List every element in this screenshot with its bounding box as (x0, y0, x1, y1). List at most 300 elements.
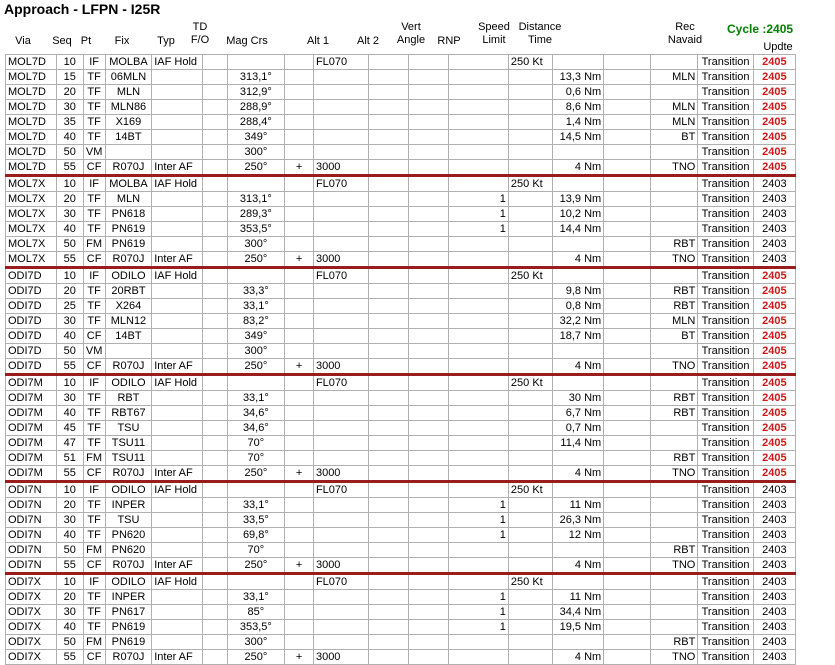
seq-cell: 55 (56, 650, 83, 665)
vert-angle-cell (409, 314, 449, 329)
table-row[interactable] (6, 284, 796, 299)
seq-cell: 50 (56, 145, 83, 160)
pt-cell: IF (83, 55, 105, 70)
table-row[interactable] (6, 406, 796, 421)
distance-cell: 4 Nm (553, 558, 604, 574)
vert-angle-cell (409, 650, 449, 665)
mag-crs-cell: 313,1° (227, 70, 285, 85)
seq-cell: 25 (56, 299, 83, 314)
header-speed-bottom: Limit (482, 34, 506, 46)
fix-cell: PN619 (105, 222, 152, 237)
rec-navaid-cell: MLN (650, 115, 698, 130)
alt-constraint-cell (285, 590, 314, 605)
pt-cell: VM (83, 344, 105, 359)
rec-navaid-cell: MLN (650, 314, 698, 329)
typ-cell: IAF Hold (152, 375, 203, 391)
table-row[interactable] (6, 482, 796, 498)
via-cell: MOL7D (6, 70, 57, 85)
distance-cell (553, 55, 604, 70)
alt2-cell (369, 284, 409, 299)
transition-cell: Transition (698, 605, 753, 620)
alt1-cell: 3000 (313, 466, 368, 482)
rnp-cell (449, 558, 509, 574)
rec-navaid-cell: TNO (650, 650, 698, 665)
table-row[interactable] (6, 70, 796, 85)
speed-limit-cell (508, 130, 552, 145)
seq-cell: 20 (56, 498, 83, 513)
blank-cell (604, 115, 651, 130)
pt-cell: TF (83, 70, 105, 85)
alt2-cell (369, 482, 409, 498)
distance-cell (553, 451, 604, 466)
via-cell: ODI7D (6, 359, 57, 375)
pt-cell: TF (83, 85, 105, 100)
rnp-cell (449, 145, 509, 160)
td-cell (203, 207, 227, 222)
update-cell: 2405 (753, 359, 795, 375)
distance-cell: 13,9 Nm (553, 192, 604, 207)
mag-crs-cell: 250° (227, 466, 285, 482)
distance-cell (553, 145, 604, 160)
alt1-cell: FL070 (313, 55, 368, 70)
seq-cell: 20 (56, 192, 83, 207)
rnp-cell (449, 100, 509, 115)
vert-angle-cell (409, 359, 449, 375)
speed-limit-cell (508, 252, 552, 268)
rec-navaid-cell: TNO (650, 558, 698, 574)
speed-limit-cell (508, 635, 552, 650)
rec-navaid-cell: TNO (650, 160, 698, 176)
speed-limit-cell: 250 Kt (508, 176, 552, 192)
distance-cell: 4 Nm (553, 252, 604, 268)
table-row[interactable] (6, 115, 796, 130)
alt-constraint-cell (285, 391, 314, 406)
alt-constraint-cell (285, 451, 314, 466)
alt2-cell (369, 70, 409, 85)
blank-cell (604, 650, 651, 665)
vert-angle-cell (409, 543, 449, 558)
speed-limit-cell (508, 359, 552, 375)
header-rec-bottom: Navaid (667, 34, 703, 46)
table-row[interactable] (6, 130, 796, 145)
fix-cell: 14BT (105, 130, 152, 145)
vert-angle-cell (409, 574, 449, 590)
alt1-cell: FL070 (313, 574, 368, 590)
alt-constraint-cell (285, 284, 314, 299)
alt-constraint-cell: + (285, 466, 314, 482)
header-distance-bottom: Time (527, 34, 553, 46)
td-cell (203, 391, 227, 406)
vert-angle-cell (409, 70, 449, 85)
typ-cell (152, 421, 203, 436)
fix-cell: RBT (105, 391, 152, 406)
pt-cell: TF (83, 222, 105, 237)
table-row[interactable] (6, 359, 796, 375)
transition-cell: Transition (698, 543, 753, 558)
table-row[interactable] (6, 176, 796, 192)
distance-cell (553, 237, 604, 252)
seq-cell: 40 (56, 406, 83, 421)
fix-cell: TSU11 (105, 436, 152, 451)
rnp-cell (449, 268, 509, 284)
table-row[interactable] (6, 252, 796, 268)
update-cell: 2405 (753, 100, 795, 115)
distance-cell: 4 Nm (553, 359, 604, 375)
td-cell (203, 466, 227, 482)
mag-crs-cell: 33,5° (227, 513, 285, 528)
fix-cell: PN618 (105, 207, 152, 222)
header-updte: Updte (763, 41, 793, 53)
typ-cell (152, 344, 203, 359)
td-cell (203, 620, 227, 635)
blank-cell (604, 145, 651, 160)
td-cell (203, 222, 227, 237)
seq-cell: 40 (56, 222, 83, 237)
rnp-cell (449, 176, 509, 192)
speed-limit-cell (508, 222, 552, 237)
distance-cell: 4 Nm (553, 466, 604, 482)
alt2-cell (369, 590, 409, 605)
transition-cell: Transition (698, 70, 753, 85)
mag-crs-cell (227, 574, 285, 590)
speed-limit-cell (508, 314, 552, 329)
blank-cell (604, 130, 651, 145)
via-cell: MOL7D (6, 55, 57, 70)
alt2-cell (369, 391, 409, 406)
speed-limit-cell (508, 406, 552, 421)
typ-cell (152, 590, 203, 605)
seq-cell: 30 (56, 391, 83, 406)
speed-limit-cell (508, 192, 552, 207)
header-pt: Pt (80, 35, 92, 47)
fix-cell: MLN (105, 192, 152, 207)
mag-crs-cell: 33,1° (227, 498, 285, 513)
distance-cell (553, 375, 604, 391)
vert-angle-cell (409, 375, 449, 391)
blank-cell (604, 451, 651, 466)
table-row[interactable] (6, 421, 796, 436)
rnp-cell (449, 543, 509, 558)
update-cell: 2405 (753, 451, 795, 466)
update-cell: 2405 (753, 436, 795, 451)
seq-cell: 40 (56, 528, 83, 543)
speed-limit-cell (508, 160, 552, 176)
rec-navaid-cell: RBT (650, 451, 698, 466)
fix-cell: R070J (105, 466, 152, 482)
via-cell: MOL7D (6, 85, 57, 100)
alt1-cell (313, 528, 368, 543)
header-distance-top: Distance (518, 21, 562, 33)
transition-cell: Transition (698, 421, 753, 436)
fix-cell: 20RBT (105, 284, 152, 299)
typ-cell (152, 451, 203, 466)
alt1-cell (313, 70, 368, 85)
distance-cell: 4 Nm (553, 160, 604, 176)
mag-crs-cell: 250° (227, 252, 285, 268)
rec-navaid-cell (650, 528, 698, 543)
alt1-cell: 3000 (313, 558, 368, 574)
mag-crs-cell: 33,1° (227, 299, 285, 314)
rec-navaid-cell (650, 222, 698, 237)
transition-cell: Transition (698, 176, 753, 192)
update-cell: 2403 (753, 650, 795, 665)
speed-limit-cell (508, 543, 552, 558)
mag-crs-cell: 250° (227, 558, 285, 574)
pt-cell: TF (83, 207, 105, 222)
pt-cell: CF (83, 558, 105, 574)
alt2-cell (369, 605, 409, 620)
update-cell: 2403 (753, 176, 795, 192)
alt2-cell (369, 421, 409, 436)
table-row[interactable] (6, 605, 796, 620)
seq-cell: 45 (56, 421, 83, 436)
update-cell: 2403 (753, 574, 795, 590)
table-row[interactable] (6, 85, 796, 100)
table-row[interactable] (6, 620, 796, 635)
table-row[interactable] (6, 635, 796, 650)
blank-cell (604, 574, 651, 590)
typ-cell (152, 543, 203, 558)
transition-cell: Transition (698, 85, 753, 100)
header-vert-top: Vert (401, 21, 421, 33)
table-row[interactable] (6, 237, 796, 252)
table-row[interactable] (6, 344, 796, 359)
typ-cell (152, 299, 203, 314)
table-row[interactable] (6, 314, 796, 329)
table-row[interactable] (6, 466, 796, 482)
distance-cell: 11 Nm (553, 498, 604, 513)
blank-cell (604, 528, 651, 543)
update-cell: 2405 (753, 145, 795, 160)
fix-cell: R070J (105, 252, 152, 268)
alt-constraint-cell: + (285, 160, 314, 176)
alt2-cell (369, 299, 409, 314)
table-row[interactable] (6, 268, 796, 284)
via-cell: ODI7N (6, 482, 57, 498)
header-rnp: RNP (437, 35, 461, 47)
alt2-cell (369, 406, 409, 421)
vert-angle-cell (409, 252, 449, 268)
table-row[interactable] (6, 55, 796, 70)
td-cell (203, 436, 227, 451)
typ-cell (152, 391, 203, 406)
distance-cell (553, 574, 604, 590)
table-row[interactable] (6, 498, 796, 513)
fix-cell (105, 344, 152, 359)
rnp-cell (449, 635, 509, 650)
table-row[interactable] (6, 375, 796, 391)
table-row[interactable] (6, 145, 796, 160)
alt2-cell (369, 314, 409, 329)
update-cell: 2403 (753, 590, 795, 605)
fix-cell: PN619 (105, 237, 152, 252)
alt1-cell (313, 436, 368, 451)
transition-cell: Transition (698, 466, 753, 482)
via-cell: MOL7X (6, 237, 57, 252)
alt1-cell (313, 635, 368, 650)
table-row[interactable] (6, 100, 796, 115)
blank-cell (604, 635, 651, 650)
alt2-cell (369, 344, 409, 359)
rec-navaid-cell (650, 590, 698, 605)
distance-cell: 4 Nm (553, 650, 604, 665)
table-row[interactable] (6, 543, 796, 558)
alt-constraint-cell (285, 605, 314, 620)
seq-cell: 10 (56, 375, 83, 391)
table-row[interactable] (6, 222, 796, 237)
vert-angle-cell (409, 620, 449, 635)
rnp-cell: 1 (449, 528, 509, 543)
rec-navaid-cell: TNO (650, 466, 698, 482)
alt2-cell (369, 115, 409, 130)
rnp-cell (449, 650, 509, 665)
transition-cell: Transition (698, 558, 753, 574)
table-row[interactable] (6, 160, 796, 176)
header-typ: Typ (157, 35, 175, 47)
blank-cell (604, 314, 651, 329)
td-cell (203, 115, 227, 130)
pt-cell: TF (83, 314, 105, 329)
rec-navaid-cell: RBT (650, 406, 698, 421)
table-row[interactable] (6, 329, 796, 344)
mag-crs-cell: 33,3° (227, 284, 285, 299)
speed-limit-cell (508, 145, 552, 160)
approach-table (5, 54, 796, 665)
alt1-cell: 3000 (313, 650, 368, 665)
transition-cell: Transition (698, 160, 753, 176)
cycle-label: Cycle :2405 (727, 22, 794, 36)
vert-angle-cell (409, 451, 449, 466)
pt-cell: TF (83, 391, 105, 406)
via-cell: MOL7X (6, 252, 57, 268)
td-cell (203, 513, 227, 528)
seq-cell: 50 (56, 635, 83, 650)
header-speed (474, 21, 514, 47)
rec-navaid-cell (650, 207, 698, 222)
pt-cell: TF (83, 421, 105, 436)
rec-navaid-cell: MLN (650, 100, 698, 115)
via-cell: MOL7X (6, 192, 57, 207)
rnp-cell (449, 344, 509, 359)
blank-cell (604, 85, 651, 100)
pt-cell: TF (83, 284, 105, 299)
distance-cell: 0,8 Nm (553, 299, 604, 314)
seq-cell: 10 (56, 482, 83, 498)
rec-navaid-cell: TNO (650, 252, 698, 268)
rec-navaid-cell (650, 344, 698, 359)
blank-cell (604, 482, 651, 498)
table-body (6, 55, 796, 665)
rnp-cell (449, 451, 509, 466)
typ-cell (152, 436, 203, 451)
mag-crs-cell: 349° (227, 130, 285, 145)
table-row[interactable] (6, 436, 796, 451)
speed-limit-cell (508, 451, 552, 466)
table-row[interactable] (6, 513, 796, 528)
via-cell: MOL7D (6, 130, 57, 145)
alt2-cell (369, 130, 409, 145)
via-cell: MOL7X (6, 176, 57, 192)
fix-cell: INPER (105, 498, 152, 513)
rec-navaid-cell: RBT (650, 635, 698, 650)
seq-cell: 30 (56, 207, 83, 222)
vert-angle-cell (409, 268, 449, 284)
distance-cell: 6,7 Nm (553, 406, 604, 421)
blank-cell (604, 543, 651, 558)
blank-cell (604, 100, 651, 115)
via-cell: ODI7M (6, 406, 57, 421)
fix-cell: PN617 (105, 605, 152, 620)
typ-cell (152, 222, 203, 237)
speed-limit-cell: 250 Kt (508, 375, 552, 391)
seq-cell: 35 (56, 115, 83, 130)
seq-cell: 50 (56, 237, 83, 252)
vert-angle-cell (409, 222, 449, 237)
pt-cell: TF (83, 436, 105, 451)
alt2-cell (369, 207, 409, 222)
alt-constraint-cell (285, 406, 314, 421)
table-row[interactable] (6, 574, 796, 590)
alt2-cell (369, 192, 409, 207)
update-cell: 2403 (753, 635, 795, 650)
vert-angle-cell (409, 130, 449, 145)
fix-cell: TSU (105, 421, 152, 436)
update-cell: 2405 (753, 130, 795, 145)
rnp-cell (449, 70, 509, 85)
vert-angle-cell (409, 145, 449, 160)
transition-cell: Transition (698, 145, 753, 160)
table-row[interactable] (6, 528, 796, 543)
table-row[interactable] (6, 207, 796, 222)
vert-angle-cell (409, 160, 449, 176)
pt-cell: TF (83, 528, 105, 543)
table-row[interactable] (6, 590, 796, 605)
blank-cell (604, 252, 651, 268)
transition-cell: Transition (698, 222, 753, 237)
typ-cell (152, 145, 203, 160)
transition-cell: Transition (698, 130, 753, 145)
alt1-cell: FL070 (313, 482, 368, 498)
table-row[interactable] (6, 558, 796, 574)
speed-limit-cell: 250 Kt (508, 574, 552, 590)
via-cell: ODI7X (6, 605, 57, 620)
rnp-cell (449, 482, 509, 498)
blank-cell (604, 344, 651, 359)
table-row[interactable] (6, 192, 796, 207)
alt2-cell (369, 329, 409, 344)
vert-angle-cell (409, 590, 449, 605)
rec-navaid-cell (650, 513, 698, 528)
alt2-cell (369, 100, 409, 115)
alt1-cell (313, 100, 368, 115)
rnp-cell (449, 359, 509, 375)
alt-constraint-cell: + (285, 252, 314, 268)
table-row[interactable] (6, 650, 796, 665)
alt1-cell (313, 391, 368, 406)
table-row[interactable] (6, 451, 796, 466)
table-row[interactable] (6, 299, 796, 314)
via-cell: ODI7M (6, 391, 57, 406)
table-row[interactable] (6, 391, 796, 406)
pt-cell: FM (83, 543, 105, 558)
mag-crs-cell: 312,9° (227, 85, 285, 100)
fix-cell: TSU11 (105, 451, 152, 466)
seq-cell: 15 (56, 70, 83, 85)
pt-cell: CF (83, 359, 105, 375)
mag-crs-cell: 313,1° (227, 192, 285, 207)
vert-angle-cell (409, 466, 449, 482)
header-speed-top: Speed (478, 21, 510, 33)
